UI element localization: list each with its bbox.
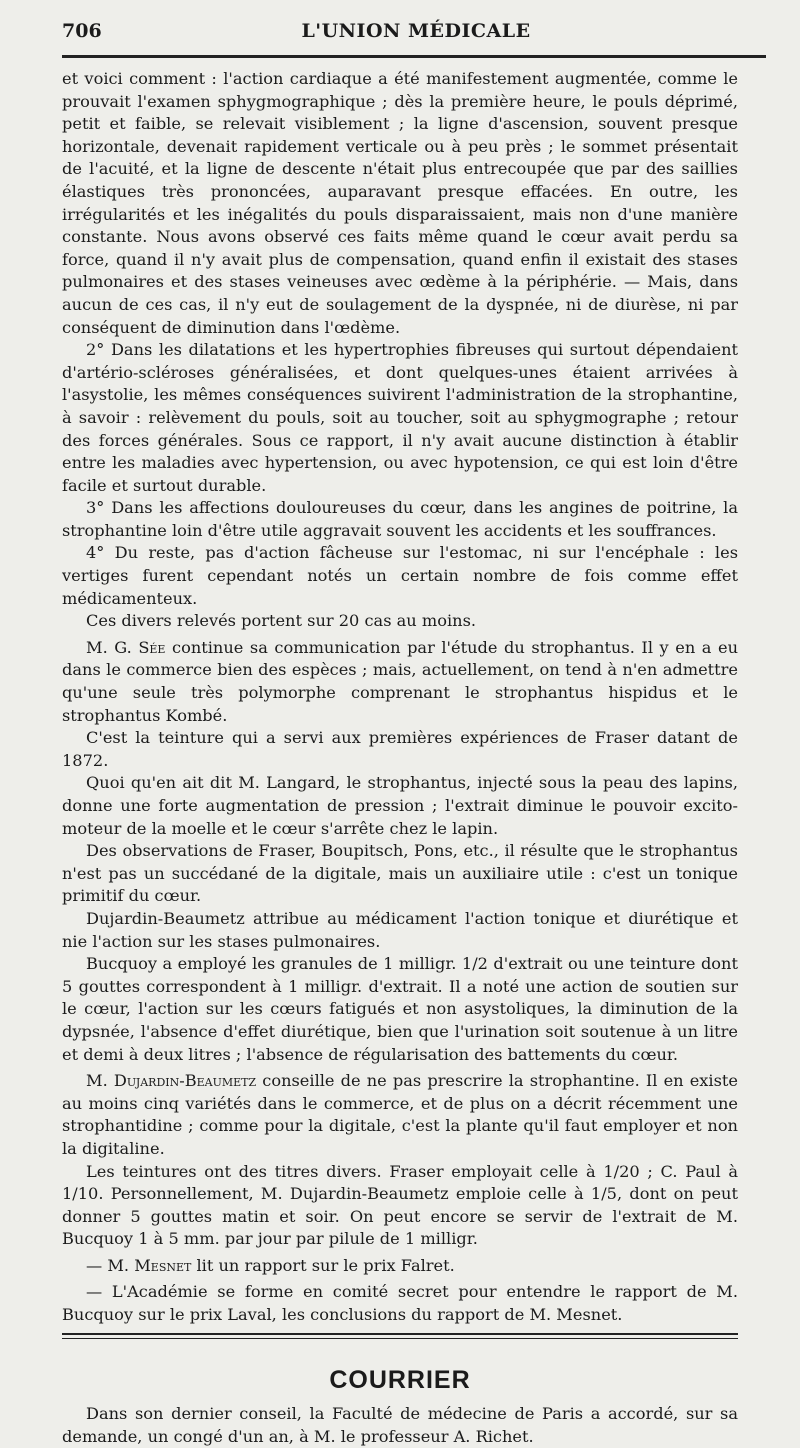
paragraph-bucquoy: Bucquoy a employé les granules de 1 milligr. 1/2 d'extrait ou une teinture dont 5 gouttes correspondent à 1 milligr. d'extrait. Il a noté une action de soutien sur le cœur, l'action sur les cœurs fatigués et non asystoliques, la diminution de la dypsnée, l'absence d'effet diurétique, bien que l'urination soit soutenue à un litre et demi à deux litres ; l'absence de régularisation des battements du cœur. — [62, 954, 738, 1064]
paragraph-text: lit un rapport sur le prix Falret. — [191, 1255, 455, 1275]
paragraph-text: continue sa communication par l'étude du strophantus. Il y en a eu dans le commerce bien des espèces ; mais, actuellement, on tend à n'en admettre qu'une seule très polymorphe comprenant le strophantus hispidus et le strophantus Kombé. — [62, 637, 738, 725]
paragraph-academie: — L'Académie se forme en comité secret pour entendre le rapport de M. Bucquoy sur le prix Laval, les conclusions du rapport de M. Mesnet. — [62, 1282, 738, 1325]
page-number: 706 — [62, 20, 102, 42]
section-divider — [62, 1333, 738, 1339]
paragraph-mesnet: — M. Mesnet lit un rapport sur le prix Falret. — [86, 1255, 455, 1275]
paragraph-point-2: 2° Dans les dilatations et les hypertrophies fibreuses qui surtout dépendaient d'artério-scléroses généralisées, et dont quelques-unes étaient arrivées à l'asystolie, les mêmes conséquences suivirent l'administration de la strophantine, à savoir : relèvement du pouls, soit au toucher, soit au sphygmographe ; retour des forces générales. Sous ce rapport, il n'y avait aucune distinction à établir entre les maladies avec hypertension, ou avec hypotension, ce qui est loin d'être facile et surtout durable. — [62, 340, 738, 495]
paragraph-fraser: C'est la teinture qui a servi aux premières expériences de Fraser datant de 1872. — [62, 728, 738, 770]
speaker-name: M. Mesnet — [107, 1255, 192, 1275]
paragraph-text: conseille de ne pas prescrire la strophantine. Il en existe au moins cinq variétés dans le commerce, et de plus on a décrit récemment une strophantidine ; comme pour la digitale, c'est la plante qu'il faut employer et non la digitaline. — [62, 1071, 738, 1158]
paragraph-point-3: 3° Dans les affections douloureuses du cœur, dans les angines de poitrine, la strophantine loin d'être utile aggravait souvent les accidents et les souffrances. — [62, 498, 738, 540]
speaker-name: M. G. Sée — [86, 637, 166, 657]
paragraph-observations: Des observations de Fraser, Boupitsch, Pons, etc., il résulte que le strophantus n'est pas un succédané de la digitale, mais un auxiliaire utile : c'est un tonique primitif du cœur. — [62, 841, 738, 906]
paragraph-see — [62, 637, 738, 727]
paragraph-continuation: et voici comment : l'action cardiaque a été manifestement augmentée, comme le prouvait l'examen sphygmographique ; dès la première heure, le pouls déprimé, petit et faible, se relevait visiblement ; la ligne d'ascension, souvent presque horizontale, devenait rapidement verticale ou à peu près ; le sommet présentait de l'acuité, et la ligne de descente n'était plus entrecoupée que par des saillies élastiques très prononcées, auparavant presque effacées. En outre, les irrégularités et les inégalités du pouls disparaissaient, mais non d'une manière constante. Nous avons observé ces faits même quand le cœur avait perdu sa force, quand il n'y avait plus de compensation, quand enfin il existait des stases pulmonaires et des stases veineuses avec œdème à la périphérie. — Mais, dans aucun de ces cas, il n'y eut de soulagement de la dyspnée, ni de diurèse, ni par conséquent de diminution dans l'œdème. — [62, 69, 738, 337]
paragraph-dujardin-beaumetz — [62, 1070, 738, 1160]
running-title: L'UNION MÉDICALE — [301, 20, 531, 42]
speaker-name: M. Dujardin-Beaumetz — [86, 1071, 257, 1091]
paragraph-langard: Quoi qu'en ait dit M. Langard, le strophantus, injecté sous la peau des lapins, donne une forte augmentation de pression ; l'extrait diminue le pouvoir excito-moteur de la moelle et le cœur s'arrête chez le lapin. — [62, 773, 738, 838]
paragraph-point-4: 4° Du reste, pas d'action fâcheuse sur l'estomac, ni sur l'encéphale : les vertiges furent cependant notés un certain nombre de fois comme effet médicamenteux. — [62, 543, 738, 608]
page-header — [62, 18, 770, 48]
paragraph-summary: Ces divers relevés portent sur 20 cas au moins. — [86, 611, 477, 631]
paragraph-courrier: Dans son dernier conseil, la Faculté de médecine de Paris a accordé, sur sa demande, un congé d'un an, à M. le professeur A. Richet. — [62, 1404, 738, 1446]
article-body — [62, 68, 738, 1448]
header-rule — [62, 55, 766, 58]
section-title-courrier: COURRIER — [329, 1365, 471, 1394]
paragraph-teintures: Les teintures ont des titres divers. Fraser employait celle à 1/20 ; C. Paul à 1/10. Personnellement, M. Dujardin-Beaumetz emploie celle à 1/5, dont on peut donner 5 gouttes matin et soir. On peut encore se servir de l'extrait de M. Bucquoy 1 à 5 mm. par jour par pilule de 1 milligr. — [62, 1161, 738, 1249]
paragraph-dujardin: Dujardin-Beaumetz attribue au médicament l'action tonique et diurétique et nie l'action sur les stases pulmonaires. — [62, 908, 738, 951]
